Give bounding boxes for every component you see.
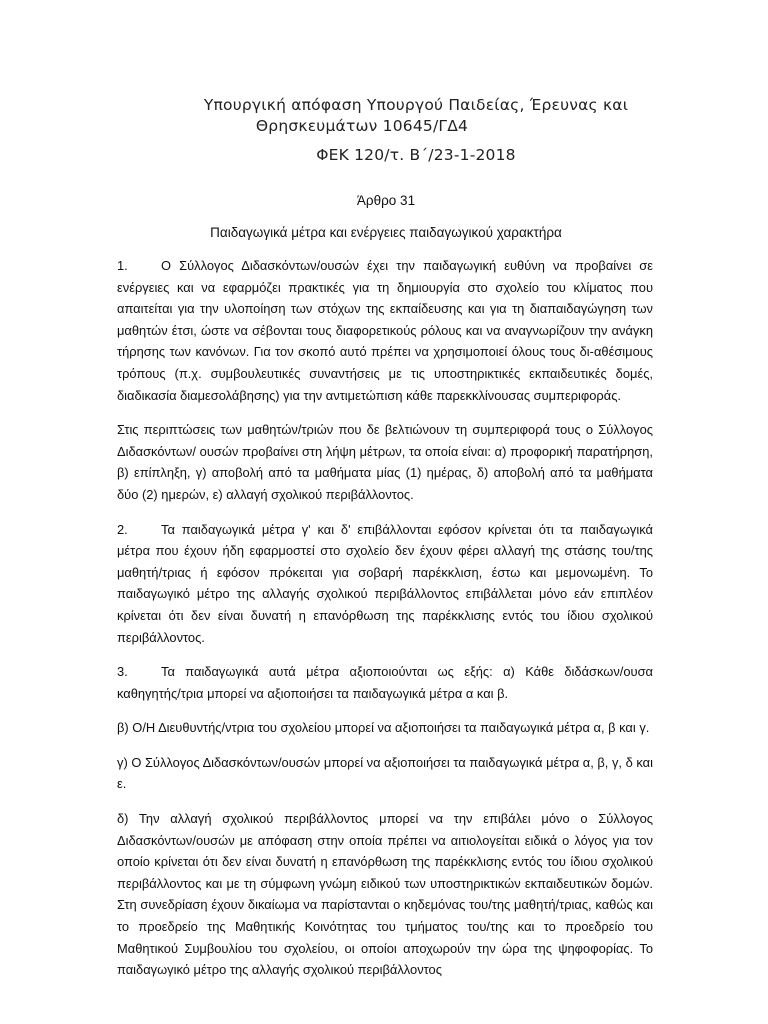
- header-title-line-1: Υπουργική απόφαση Υπουργού Παιδείας, Έρευνας και: [203, 96, 629, 114]
- header-title-line-2: Θρησκευμάτων 10645/ΓΔ4: [255, 117, 469, 135]
- paragraph-3-d: [117, 808, 653, 981]
- paragraph-text: Τα παιδαγωγικά αυτά μέτρα αξιοποιούνται ως εξής: α) Κάθε διδάσκων/ουσα καθηγητής/τρια μπορεί να αξιοποιήσει τα παιδαγωγικά μέτρα α και β.: [117, 664, 653, 701]
- article-title: Άρθρο 31: [356, 193, 416, 208]
- paragraph-text: Τα παιδαγωγικά μέτρα γ' και δ' επιβάλλονται εφόσον κρίνεται ότι τα παιδαγωγικά μέτρα που έχουν ήδη εφαρμοστεί στο σχολείο δεν έχουν φέρει αλλαγή της στάσης του/της μαθητή/τριας ή εφόσον πρόκειται για σοβαρή παρέκκλιση, έστω και μεμονωμένη. Το παιδαγωγικό μέτρο της αλλαγής σχολικού περιβάλλοντος επιβάλλεται μόνο εάν επιπλέον κρίνεται ότι δεν είναι δυνατή η επανόρθωση της παρέκκλισης εντός του ίδιου σχολικού περιβάλλοντος.: [117, 521, 653, 645]
- paragraph-1: [117, 255, 653, 406]
- paragraph-1-measures: [117, 419, 653, 505]
- header-gazette-reference: ΦΕΚ 120/τ. Β΄/23-1-2018: [316, 146, 516, 164]
- paragraph-number: 3.: [117, 664, 128, 680]
- paragraph-number: 1.: [117, 258, 128, 273]
- article-body: [117, 255, 653, 981]
- paragraph-3-c: [117, 752, 653, 795]
- paragraph-2: [117, 519, 653, 649]
- paragraph-text: β) Ο/Η Διευθυντής/ντρια του σχολείου μπορεί να αξιοποιήσει τα παιδαγωγικά μέτρα α, β και γ.: [117, 720, 650, 736]
- paragraph-text: Στις περιπτώσεις των μαθητών/τριών που δε βελτιώνουν τη συμπεριφορά τους ο Σύλλογος Διδασκόντων/ ουσών προβαίνει στη λήψη μέτρων, τα οποία είναι: α) προφορική παρατήρηση, β) επίπληξη, γ) αποβολή από τα μαθήματα μίας (1) ημέρας, δ) αποβολή από τα μαθήματα δύο (2) ημερών, ε) αλλαγή σχολικού περιβάλλοντος.: [117, 422, 653, 502]
- paragraph-text: Ο Σύλλογος Διδασκόντων/ουσών έχει την παιδαγωγική ευθύνη να προβαίνει σε ενέργειες και να εφαρμόζει πρακτικές για τη δημιουργία στο σχολείο του κλίματος που απαιτείται για την υλοποίηση των στόχων της εκπαίδευσης και για τη διαπαιδαγώγηση των μαθητών έτσι, ώστε να σέβονται τους διαφορετικούς ρόλους και να αναγνωρίζουν την ανάγκη τήρησης των κανόνων. Για τον σκοπό αυτό πρέπει να χρησιμοποιεί όλους τους δι-αθέσιμους τρόπους (π.χ. συμβουλευτικές συναντήσεις με τις υποστηρικτικές εκπαιδευτικές δομές, διαδικασία διαμεσολάβησης) για την αντιμετώπιση κάθε παρεκκλίνουσας συμπεριφοράς.: [117, 258, 653, 403]
- paragraph-3-b: [117, 717, 653, 739]
- article-subtitle: Παιδαγωγικά μέτρα και ενέργειες παιδαγωγικού χαρακτήρα: [210, 225, 562, 240]
- paragraph-text: δ) Την αλλαγή σχολικού περιβάλλοντος μπορεί να την επιβάλει μόνο ο Σύλλογος Διδασκόντων/ουσών με απόφαση στην οποία πρέπει να αιτιολογείται ειδικά ο λόγος για τον οποίο κρίνεται ότι δεν είναι δυνατή η επανόρθωση της παρέκκλισης εντός του ίδιου σχολικού περιβάλλοντος και με τη σύμφωνη γνώμη ειδικού των υποστηρικτικών εκπαιδευτικών δομών. Στη συνεδρίαση έχουν δικαίωμα να παρίστανται ο κηδεμόνας του/της μαθητή/τριας, καθώς και το προεδρείο της Μαθητικής Κοινότητας του τμήματος του/της και το προεδρείο του Μαθητικού Συμβουλίου του σχολείου, οι οποίοι αποχωρούν την ώρα της ψηφοφορίας. Το παιδαγωγικό μέτρο της αλλαγής σχολικού περιβάλλοντος: [117, 811, 653, 978]
- paragraph-text: γ) Ο Σύλλογος Διδασκόντων/ουσών μπορεί να αξιοποιήσει τα παιδαγωγικά μέτρα α, β, γ, δ και ε.: [117, 754, 653, 792]
- paragraph-number: 2.: [117, 521, 128, 537]
- paragraph-3: [117, 661, 653, 704]
